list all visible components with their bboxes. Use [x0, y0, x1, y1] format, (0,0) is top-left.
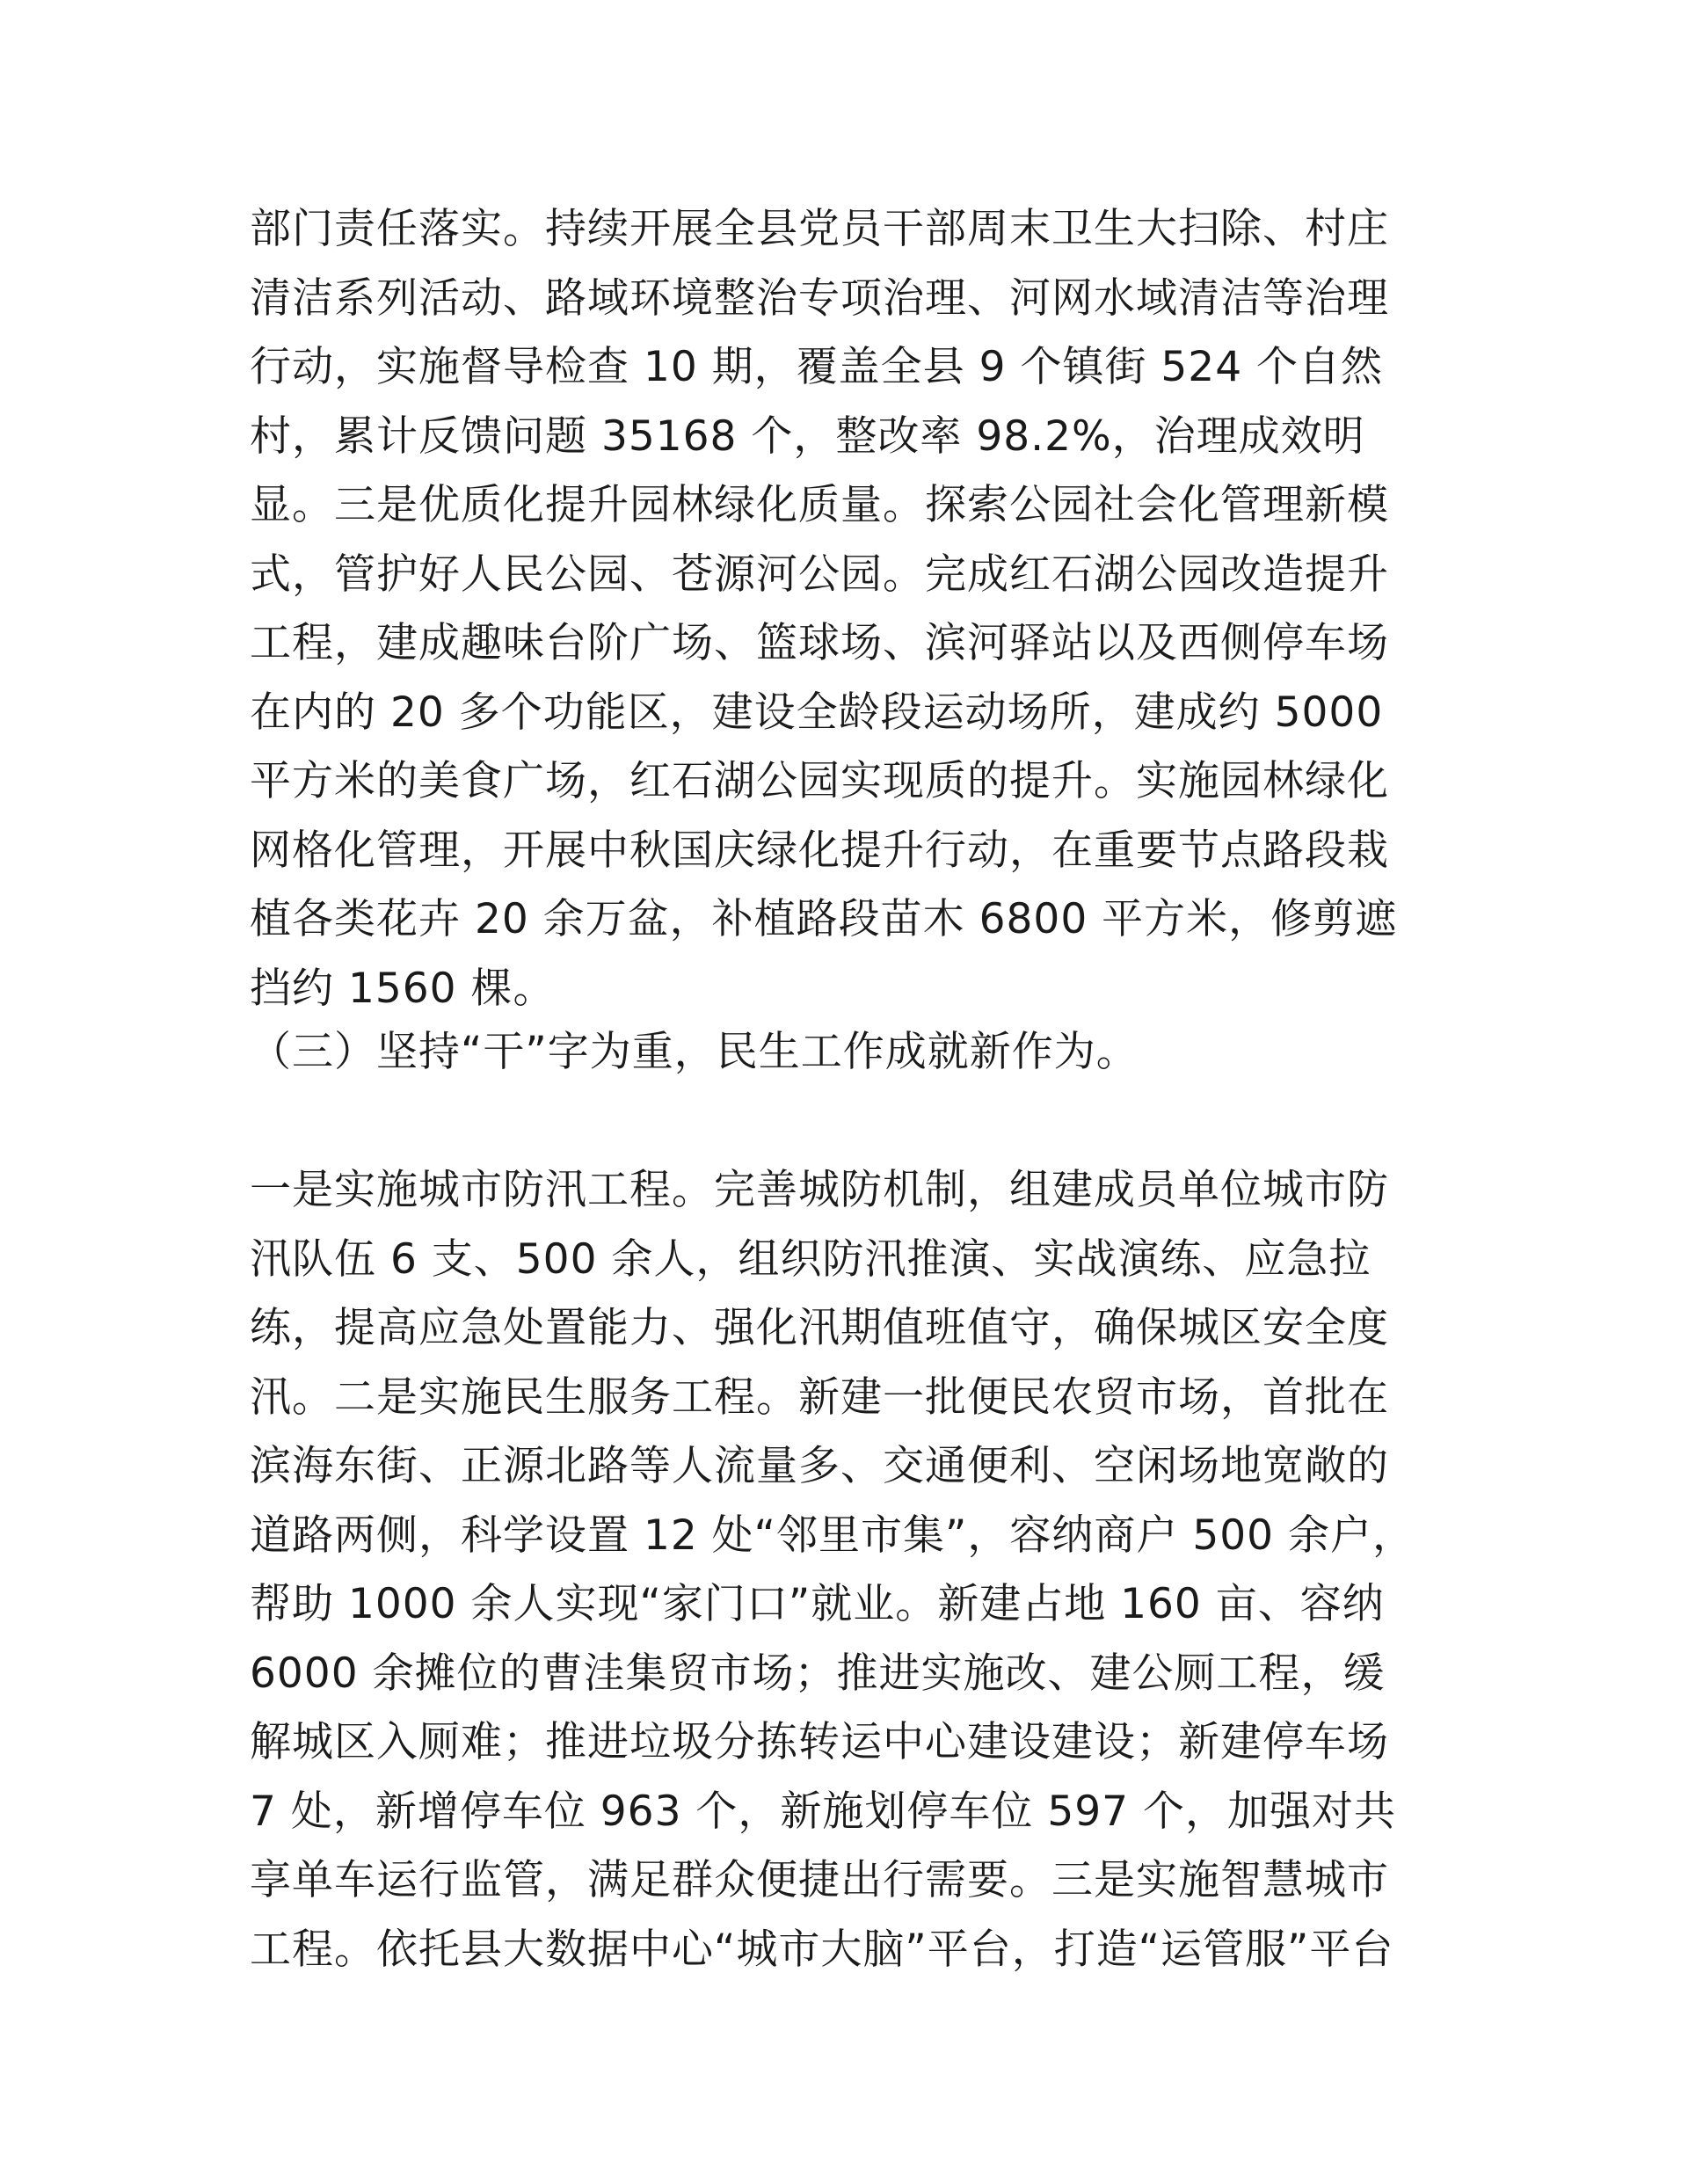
paragraph-line: 工程。依托县大数据中心“城市大脑”平台，打造“运管服”平台: [250, 1925, 1394, 1974]
paragraph-line: 式，管护好人民公园、苍源河公园。完成红石湖公园改造提升: [250, 550, 1389, 599]
paragraph-line: 行动，实施督导检查 10 期，覆盖全县 9 个镇街 524 个自然: [250, 343, 1384, 391]
paragraph-line: 6000 余摊位的曹洼集贸市场；推进实施改、建公厕工程，缓: [250, 1649, 1386, 1698]
paragraph-line: 滨海东街、正源北路等人流量多、交通便利、空闲场地宽敞的: [250, 1442, 1389, 1490]
paragraph-line: 道路两侧，科学设置 12 处“邻里市集”，容纳商户 500 余户，: [250, 1511, 1415, 1560]
paragraph-line: 在内的 20 多个功能区，建设全龄段运动场所，建成约 5000: [250, 688, 1384, 737]
paragraph-line: 清洁系列活动、路域环境整治专项治理、河网水域清洁等治理: [250, 273, 1389, 323]
paragraph-line: 村，累计反馈问题 35168 个，整改率 98.2%，治理成效明: [250, 411, 1365, 461]
paragraph-line: 网格化管理，开展中秋国庆绿化提升行动，在重要节点路段栽: [250, 826, 1389, 875]
paragraph-line: 植各类花卉 20 余万盆，补植路段苗木 6800 平方米，修剪遮: [250, 895, 1398, 943]
paragraph-line: 挡约 1560 棵。: [250, 964, 556, 1013]
paragraph-line: 平方米的美食广场，红石湖公园实现质的提升。实施园林绿化: [250, 757, 1389, 805]
paragraph-1: [250, 195, 1438, 1023]
paragraph-line: 7 处，新增停车位 963 个，新施划停车位 597 个，加强对共: [250, 1787, 1397, 1836]
paragraph-line: 享单车运行监管，满足群众便捷出行需要。三是实施智慧城市: [250, 1856, 1389, 1904]
paragraph-line: 工程，建成趣味台阶广场、篮球场、滨河驿站以及西侧停车场: [250, 619, 1389, 667]
paragraph-line: 显。三是优质化提升园林绿化质量。探索公园社会化管理新模: [250, 481, 1389, 529]
section-heading: [250, 1018, 1438, 1088]
paragraph-line: 练，提高应急处置能力、强化汛期值班值守，确保城区安全度: [250, 1304, 1389, 1352]
paragraph-line: 一是实施城市防汛工程。完善城防机制，组建成员单位城市防: [250, 1166, 1389, 1214]
section-heading-text: （三）坚持“干”字为重，民生工作成就新作为。: [250, 1028, 1139, 1076]
paragraph-line: 解城区入厕难；推进垃圾分拣转运中心建设建设；新建停车场: [250, 1718, 1389, 1766]
paragraph-line: 汛。二是实施民生服务工程。新建一批便民农贸市场，首批在: [250, 1372, 1389, 1422]
paragraph-line: 部门责任落实。持续开展全县党员干部周末卫生大扫除、村庄: [250, 205, 1389, 253]
paragraph-line: 汛队伍 6 支、500 余人，组织防汛推演、实战演练、应急拉: [250, 1234, 1372, 1284]
paragraph-line: 帮助 1000 余人实现“家门口”就业。新建占地 160 亩、容纳: [250, 1580, 1385, 1628]
paragraph-2: [250, 1156, 1438, 1984]
